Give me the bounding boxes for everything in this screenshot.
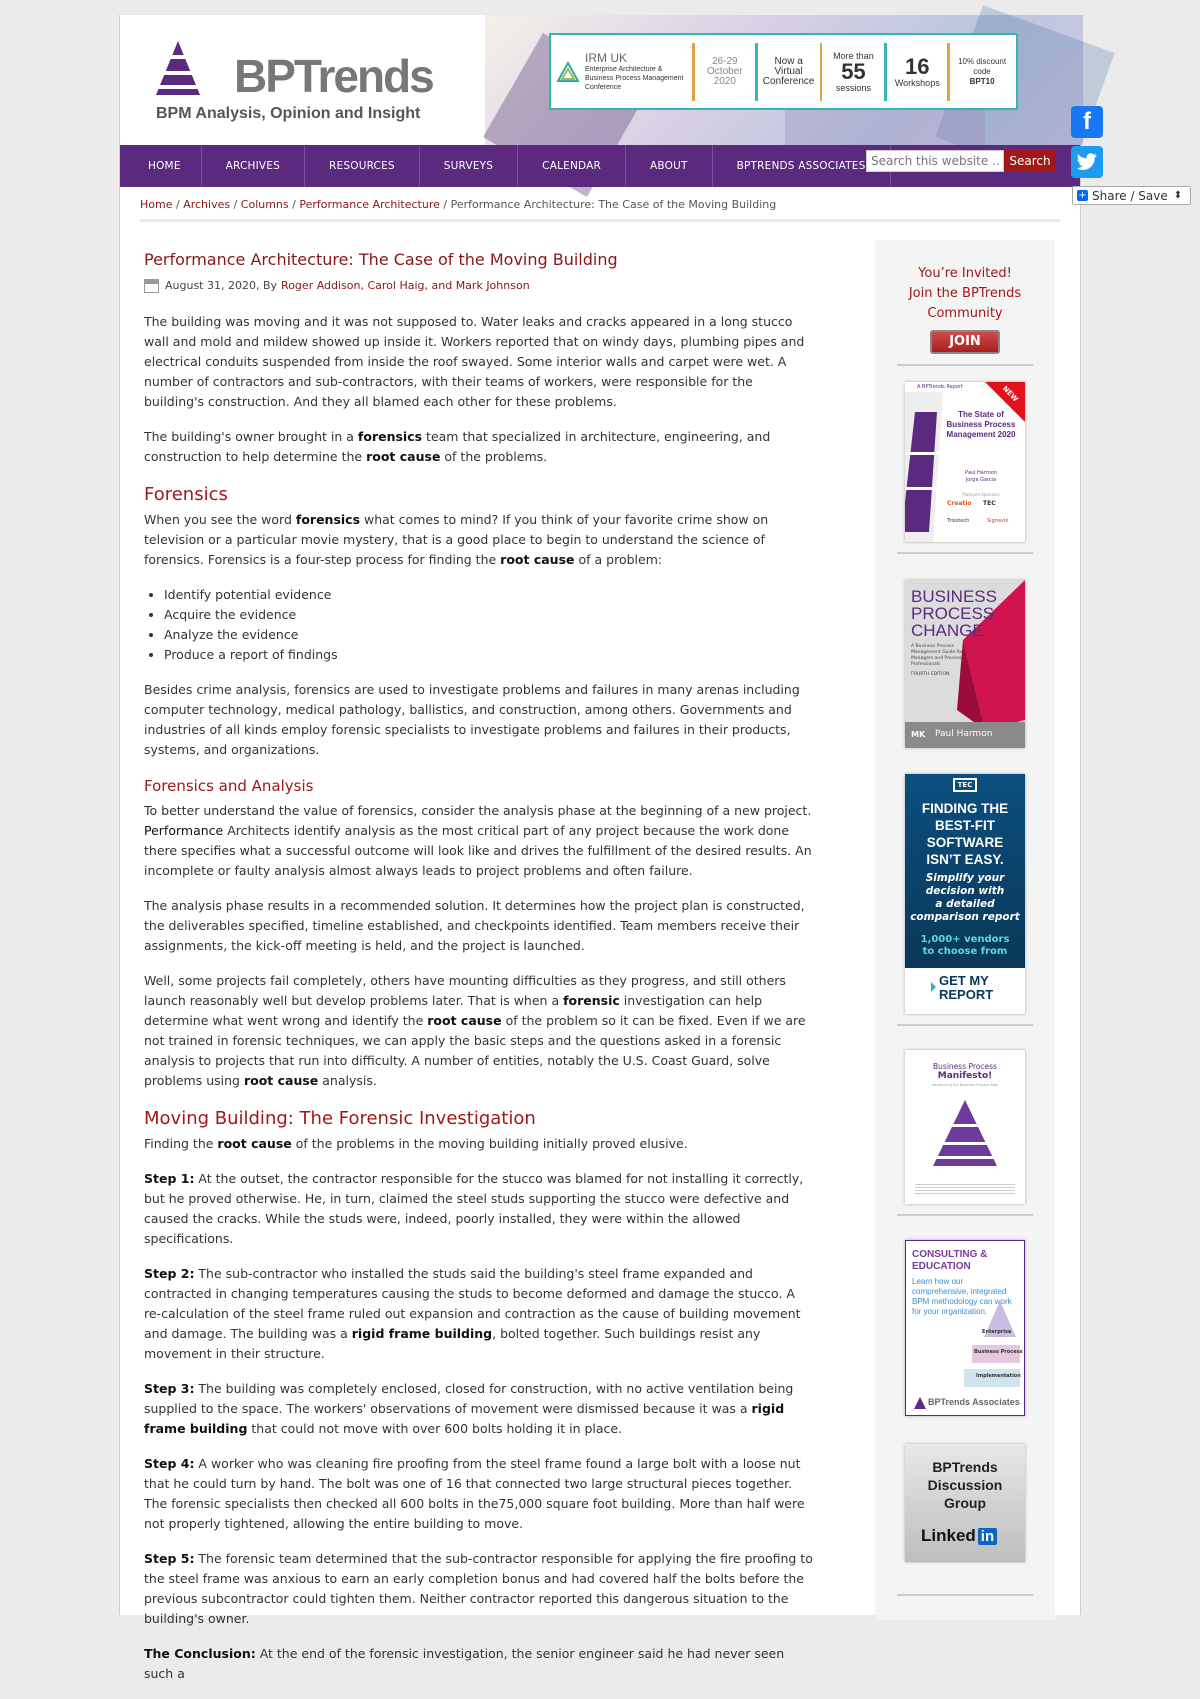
- article-title: Performance Architecture: The Case of the Moving Building: [144, 250, 618, 269]
- heading-forensics-analysis: Forensics and Analysis: [144, 777, 314, 795]
- forensic-steps-list: [164, 585, 814, 665]
- search-button[interactable]: Search: [1004, 150, 1056, 172]
- step-2: Step 2: The sub-contractor who installed the studs said the building's steel frame expanded and contracted in changing temperatures causing the studs to become deformed and damage the stucco. A re-calculation of the steel frame ruled out expansion and contraction as the cause of building movement and damage. The building was a rigid frame building, bolted together. Such buildings resist any movement in their structure.: [144, 1266, 801, 1361]
- calendar-icon: [144, 279, 159, 293]
- facebook-icon[interactable]: f: [1071, 106, 1103, 138]
- paragraph: Besides crime analysis, forensics are used to investigate problems and failures in many arenas including computer technology, medical pathology, ballistics, and construction, among others. Governments and industries of all kinds employ forensic specialists to investigate problems and failures in their products, systems, and organizations.: [144, 682, 800, 757]
- breadcrumb-home[interactable]: Home: [140, 198, 173, 211]
- logo-tagline: BPM Analysis, Opinion and Insight: [156, 105, 421, 122]
- banner-date: 26-29 October 2020: [707, 55, 743, 87]
- consulting-title: CONSULTING & EDUCATION: [912, 1249, 988, 1272]
- article: [144, 248, 814, 1699]
- article-date: August 31, 2020: [165, 279, 256, 292]
- banner-virtual: Now a Virtual Conference: [762, 55, 815, 87]
- breadcrumb-columns[interactable]: Columns: [240, 198, 289, 211]
- heading-forensics: Forensics: [144, 484, 228, 505]
- bptrends-small-logo-icon: [914, 1397, 926, 1409]
- banner-irm-title: IRM UK: [585, 51, 627, 65]
- updown-arrow-icon: ⬍: [1173, 190, 1183, 201]
- breadcrumb: Home / Archives / Columns / Performance Architecture / Performance Architecture: The Case of the Moving Building: [140, 198, 1060, 222]
- paragraph: The building's owner brought in a forensics team that specialized in architecture, engineering, and construction to help determine the root cause of the problems.: [144, 429, 771, 464]
- nav-resources[interactable]: RESOURCES: [305, 145, 420, 187]
- sidebar: [875, 240, 1055, 1620]
- paragraph: Well, some projects fail completely, others have mounting difficulties as they progress, and still others launch reasonably well but develop problems later. That is when a forensic investigation can help determine what went wrong and identify the root cause of the problem so it can be fixed. Even if we are not trained in forensic techniques, we can apply the basic steps and the questions asked in a forensic analysis to projects that run into difficulty. A number of entities, notably the U.S. Coast Guard, solve problems using root cause analysis.: [144, 973, 806, 1088]
- nav-archives[interactable]: ARCHIVES: [202, 145, 305, 187]
- list-item: • Produce a report of findings: [164, 645, 814, 665]
- paragraph: When you see the word forensics what comes to mind? If you think of your favorite crime show on television or a particular movie mystery, that is a good place to begin to understand the science of forensics. Forensics is a four-step process for finding the root cause of a problem:: [144, 512, 769, 567]
- nav-home[interactable]: HOME: [120, 145, 202, 187]
- article-authors[interactable]: Roger Addison, Carol Haig, and Mark Johnson: [281, 279, 530, 292]
- irm-conference-banner[interactable]: [485, 15, 1083, 145]
- linkedin-logo-icon: Linked in: [921, 1526, 997, 1546]
- paragraph: Finding the root cause of the problems in the moving building initially proved elusive.: [144, 1136, 688, 1151]
- site-logo[interactable]: [156, 41, 456, 131]
- nav-calendar[interactable]: CALENDAR: [518, 145, 626, 187]
- breadcrumb-current: Performance Architecture: The Case of the Moving Building: [450, 198, 777, 211]
- heading-moving-building: Moving Building: The Forensic Investigation: [144, 1108, 536, 1129]
- nav-surveys[interactable]: SURVEYS: [420, 145, 518, 187]
- paragraph: To better understand the value of forensics, consider the analysis phase at the beginning of a new project. Performance Architects identify analysis as the most critical part of any project because the work done there specifies what a successful outcome will look like and drives the fulfillment of the desired results. An incomplete or faulty analysis almost always leads to project problems and often failure.: [144, 803, 812, 878]
- page-container: [119, 15, 1081, 1681]
- banner-workshops: 16 Workshops: [894, 53, 940, 88]
- twitter-icon[interactable]: [1071, 146, 1103, 178]
- banner-sessions: More than 55 sessions: [833, 50, 874, 93]
- tec-subline: Simplify your decision with a detailed comparison report: [910, 872, 1020, 923]
- breadcrumb-category[interactable]: Performance Architecture: [299, 198, 440, 211]
- list-item: • Analyze the evidence: [164, 625, 814, 645]
- share-save-button[interactable]: [1072, 186, 1191, 205]
- tec-cta[interactable]: GET MY REPORT: [939, 973, 994, 1002]
- banner-info-box: [549, 33, 1018, 110]
- article-meta: [144, 276, 814, 296]
- irm-logo-icon: [557, 61, 579, 83]
- business-process-manifesto[interactable]: Business Process Manifesto! Introducing the Business Process Map: [905, 1050, 1025, 1204]
- book2-title: BUSINESS PROCESS CHANGE: [911, 587, 997, 640]
- banner-irm-logo: [557, 43, 688, 101]
- business-process-change-book[interactable]: BUSINESS PROCESS CHANGE A Business Process Management Guide for Managers and Process Professionals FOURTH EDITION MK Paul Harmon: [905, 580, 1025, 748]
- breadcrumb-archives[interactable]: Archives: [183, 198, 231, 211]
- step-4: Step 4: A worker who was cleaning fire proofing from the steel frame found a large bolt with a loose nut that he could turn by hand. The bolt was one of 16 that connected two large structural pieces together. The forensic specialists then checked all 600 bolts in the75,000 square foot building. More than half were not properly tightened, allowing the entire building to move.: [144, 1456, 805, 1531]
- social-share-bar: [1071, 106, 1103, 186]
- step-1: Step 1: At the outset, the contractor responsible for the stucco was blamed for not installing it correctly, but he proved otherwise. He, in turn, claimed the steel studs supporting the stucco were defective and caused the cracks. While the studs were, indeed, poorly installed, they were within the allowed specifications.: [144, 1171, 804, 1246]
- tec-vendors: 1,000+ vendors to choose from: [920, 934, 1010, 957]
- conclusion: The Conclusion: At the end of the forensic investigation, the senior engineer said he had never seen such a: [144, 1646, 785, 1681]
- paragraph: The analysis phase results in a recommended solution. It determines how the project plan is constructed, the deliverables specified, timeline established, and checkpoints identified. Team members receive their assignments, the kick-off meeting is held, and the project is launched.: [144, 898, 805, 953]
- nav-bptrends-associates[interactable]: BPTRENDS ASSOCIATES: [713, 145, 891, 187]
- list-item: • Identify potential evidence: [164, 585, 814, 605]
- consulting-education-ad[interactable]: CONSULTING & EDUCATION Learn how our comprehensive, integrated BPM methodology can work for your organization. Enterprise Business Process Implementation BPTrends Associates: [905, 1240, 1025, 1416]
- tec-software-ad[interactable]: TEC FINDING THE BEST-FIT SOFTWARE ISN’T EASY. Simplify your decision with a detailed comparison report 1,000+ vendors to choose from GET MY REPORT: [905, 774, 1025, 1014]
- site-search: [866, 150, 1056, 172]
- step-5: Step 5: The forensic team determined that the sub-contractor responsible for applying the fire proofing to the steel frame was anxious to earn an early completion bonus and had covered half the bolts before the previous subcontractor could tighten them. Neither contractor reported this dangerous situation to the building's owner.: [144, 1551, 813, 1626]
- main-nav: [120, 145, 1080, 187]
- banner-discount-code: 10% discount code BPT10: [958, 56, 1007, 86]
- paragraph: The building was moving and it was not supposed to. Water leaks and cracks appeared in a long stucco wall and mold and mildew showed up inside it. Workers reported that on windy days, plumbing pipes and electrical conduits suspended from inside the roof swayed. Some interior walls and carpet were wet. A number of contractors and sub-contractors, with their teams of workers, were responsible for the building's construction. And they all blamed each other for these problems.: [144, 314, 805, 409]
- plus-icon: +: [1078, 190, 1087, 201]
- play-arrow-icon: [931, 982, 936, 992]
- tec-headline: FINDING THE BEST-FIT SOFTWARE ISN’T EASY.: [921, 801, 1009, 867]
- step-3: Step 3: The building was completely enclosed, closed for construction, with no active ventilation being supplied to the space. The workers' observations of movement were dismissed because it was a rigid frame building that could not move with over 600 bolts holding it in place.: [144, 1381, 794, 1436]
- search-input[interactable]: [866, 150, 1004, 172]
- list-item: • Acquire the evidence: [164, 605, 814, 625]
- site-header: [120, 15, 1080, 145]
- banner-irm-subtitle: Enterprise Architecture & Business Process Management Conference: [585, 66, 684, 91]
- nav-about[interactable]: ABOUT: [626, 145, 713, 187]
- article-by: , By: [255, 279, 278, 292]
- logo-wordmark: BPTrends: [234, 50, 433, 102]
- join-button[interactable]: JOIN: [930, 330, 1000, 354]
- pyramid-logo-icon: [156, 41, 228, 99]
- state-of-bpm-report[interactable]: A BPTrends Report NEW The State of Business Process Management 2020 Paul Harmon Jorge Garcia Platinum Sponsors Creatio TEC Trisotech Signavio: [905, 382, 1025, 542]
- community-invite: You’re Invited! Join the BPTrends Community JOIN: [875, 240, 1055, 354]
- share-save-label: Share / Save: [1092, 188, 1168, 203]
- linkedin-discussion-group[interactable]: [905, 1444, 1025, 1562]
- discussion-title: BPTrends Discussion Group: [927, 1459, 1003, 1511]
